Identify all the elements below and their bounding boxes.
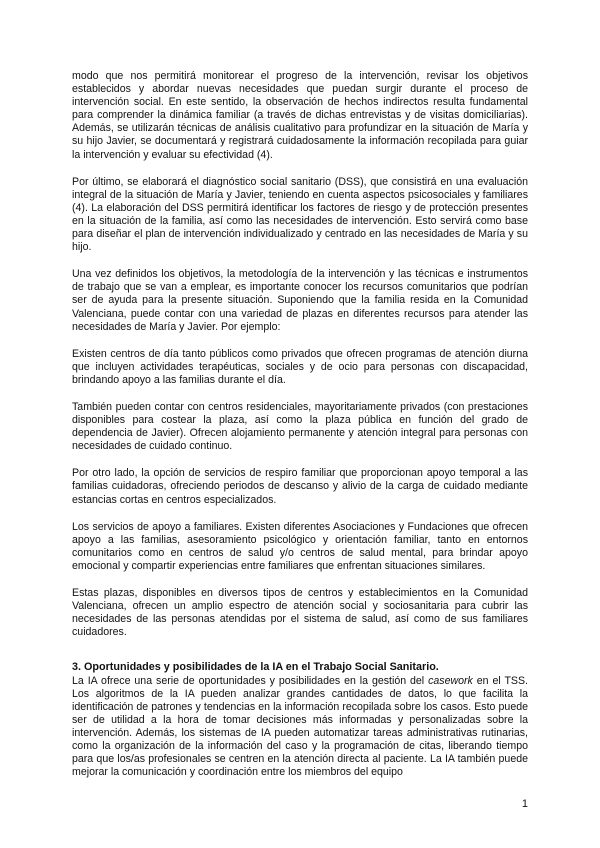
- paragraph-ai-opportunities: La IA ofrece una serie de oportunidades y posibilidades en la gestión del casework en el TSS. Los algoritmos de la IA pueden analizar grandes cantidades de datos, lo que facilita la identificación de patrones y tendencias en la información recopilada sobre los casos. Esto puede ser de utilidad a la hora de tomar decisiones más informadas y personalizadas sobre la intervención. Además, los sistemas de IA pueden automatizar tareas administrativas rutinarias, como la organización de la información del caso y la programación de citas, liberando tiempo para que los/as profesionales se centren en la atención directa al paciente. La IA también puede mejorar la comunicación y coordinación entre los miembros del equipo: [72, 674, 528, 779]
- casework-term: casework: [428, 674, 473, 687]
- paragraph-respite-services: Por otro lado, la opción de servicios de respiro familiar que proporcionan apoyo temporal a las familias cuidadoras, ofreciendo periodos de descanso y alivio de la carga de cuidado mediante estancias cortas en centros especializados.: [72, 467, 528, 506]
- paragraph-community-resources: Una vez definidos los objetivos, la metodología de la intervención y las técnicas e instrumentos de trabajo que se van a emplear, es importante conocer los recursos comunitarios que podrían ser de ayuda para la presente situación. Suponiendo que la familia resida en la Comunidad Valenciana, puede contar con una variedad de plazas en diferentes recursos para atender las necesidades de María y Javier. Por ejemplo:: [72, 268, 528, 333]
- document-body: [72, 70, 528, 779]
- section-heading: 3. Oportunidades y posibilidades de la IA en el Trabajo Social Sanitario.: [72, 661, 439, 674]
- paragraph-diagnosis: Por último, se elaborará el diagnóstico social sanitario (DSS), que consistirá en una evaluación integral de la situación de María y Javier, teniendo en cuenta aspectos psicosociales y familiares (4). La elaboración del DSS permitirá identificar los factores de riesgo y de protección presentes en la situación de la familia, así como las necesidades de intervención. Esto servirá como base para diseñar el plan de intervención individualizado y centrado en las necesidades de María y su hijo.: [72, 175, 528, 254]
- paragraph-monitoring: modo que nos permitirá monitorear el progreso de la intervención, revisar los objetivos establecidos y abordar nuevas necesidades que puedan surgir durante el proceso de intervención social. En este sentido, la observación de hechos indirectos resulta fundamental para comprender la dinámica familiar (a través de dichas entrevistas y de visitas domiciliarias). Además, se utilizarán técnicas de análisis cualitativo para profundizar en la situación de María y su hijo Javier, se documentará y registrará cuidadosamente la información recopilada para guiar la intervención y evaluar su efectividad (4).: [72, 70, 528, 161]
- paragraph-family-support: Los servicios de apoyo a familiares. Existen diferentes Asociaciones y Fundaciones que ofrecen apoyo a las familias, asesoramiento psicológico y orientación familiar, tanto en entornos comunitarios como en centros de salud y/o centros de salud mental, para brindar apoyo emocional y compartir experiencias entre familiares que enfrentan situaciones similares.: [72, 520, 528, 572]
- paragraph-placements-summary: Estas plazas, disponibles en diversos tipos de centros y establecimientos en la Comunidad Valenciana, ofrecen un amplio espectro de atención social y sociosanitaria para cubrir las necesidades de las personas atendidas por el sistema de salud, así como de sus familiares cuidadores.: [72, 587, 528, 639]
- paragraph-residential-centers: También pueden contar con centros residenciales, mayoritariamente privados (con prestaciones disponibles para costear la plaza, así como la plaza pública en función del grado de dependencia de Javier). Ofrecen alojamiento permanente y atención integral para personas con necesidades de cuidado continuo.: [72, 400, 528, 453]
- page-number: 1: [521, 798, 528, 810]
- paragraph-day-centers: Existen centros de día tanto públicos como privados que ofrecen programas de atención diurna que incluyen actividades terapéuticas, sociales y de ocio para personas con discapacidad, brindando apoyo a las familias durante el día.: [72, 347, 528, 386]
